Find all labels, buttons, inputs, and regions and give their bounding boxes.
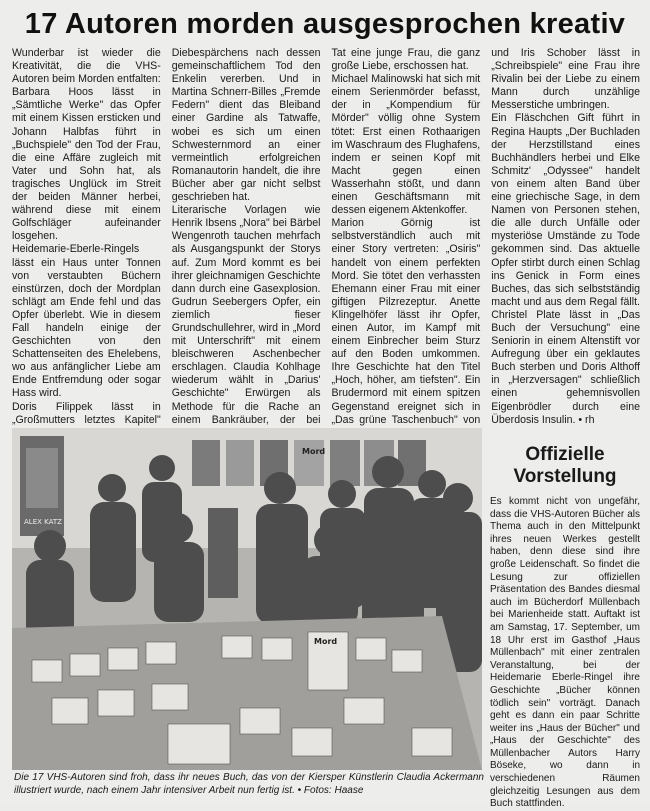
poster-label: ALEX KATZ <box>24 518 62 526</box>
paragraph: Marion Görnig ist selbstverständlich auch mit einer Story vertreten: „Osiris" handelt von einem perfekten Mord. Sie tötet den verhassten Ehemann einer Frau mit einer giftigen Pilzrezeptur. Anette Klingelhöfer lässt ihr Opfer, einen Autor, im Kampf mit einem Einbrecher beim Sturz auf den Boden umkommen. Ihre Geschichte hat den Titel „Hoch, höher, am tiefsten". Ein Brudermord mit einem spitzen Gegenstand ereignet sich in „Das grüne Taschenbuch" von <box>331 217 481 426</box>
article-columns <box>12 47 640 426</box>
group-photo <box>12 428 482 770</box>
headline: 17 Autoren morden ausgesprochen kreativ <box>24 7 626 40</box>
paragraph: Literarische Vorlagen wie Henrik Ibsens „Nora" bei Bärbel Wengenroth tauchen mehrfach als Ausgangspunkt der Storys auf. Zum Mord kommt es bei ihrer gleichnamigen Geschichte dann durch eine Gasexplosion. Gudrun Seebergers Opfer, ein ziemlich fieser Grundschullehrer, wird in „Mord mit Unterschrift" mit einem bleischweren Aschenbecher erschlagen. Claudia Kohlhage wiederum wählt in „Darius' Geschichte" Erwürgen als Methode für die Rache an einem Bankräuber, der bei <box>171 204 321 426</box>
sidebar-title-line-2: Vorstellung <box>513 466 617 487</box>
article-column-2 <box>171 47 321 426</box>
poster-book-label: Mord <box>302 447 326 456</box>
paragraph: Tat eine junge Frau, die ganz große Liebe, erschossen hat. <box>331 47 481 73</box>
group-photo-illustration <box>12 428 482 770</box>
sidebar-box <box>490 430 640 810</box>
article-column-1 <box>12 47 161 426</box>
paragraph: Doris Filippek lässt in „Großmutters letztes Kapitel" <box>12 400 161 426</box>
paragraph: Heidemarie-Eberle-Ringels lässt ein Haus unter Tonnen von verstaubten Büchern einstürzen, doch der Mordplan schlägt am Ende fehl und das Opfer überlebt. Wie in diesem Fall handeln einige der Geschichten von den Schattenseiten des Ehelebens, wo aus anfänglicher Liebe am Ende Entfremdung oder sogar Hass wird. <box>12 243 161 400</box>
sidebar-title <box>490 444 640 488</box>
sidebar-paragraph: Es kommt nicht von ungefähr, dass die VHS-Autoren Bücher als Thema auch in den Mittelpunkt ihres neuen Werkes gestellt haben, denn diese sind ihre große Leidenschaft. So findet die Lesung zur offiziellen Präsentation des Bandes diesmal auch im Bücherdorf Müllenbach bei Marienheide statt. Auftakt ist am Samstag, 17. September, um 18 Uhr erst im Gasthof „Haus Müllenbach" mit einer zentralen Veranstaltung, bei der Heidemarie Eberle-Ringel ihre Geschichte „Bücher können tödlich sein" vorträgt. Danach geht es dann ein paar Schritte weiter ins „Haus der Bücher" und „Haus der Geschichte" des Müllenbacher Autors Harry Böseke, wo dann in verschiedenen Räumen gleichzeitig Lesungen aus dem Buch stattfinden. <box>490 496 640 810</box>
sidebar-title-line-1: Offizielle <box>525 444 605 465</box>
photo-caption: Die 17 VHS-Autoren sind froh, dass ihr neues Buch, das von der Kiersper Künstlerin Claudia Ackermann illustriert wurde, nach einem Jahr intensiver Arbeit nun fertig ist. • Fotos: Haase <box>14 772 484 796</box>
paragraph: Wunderbar ist wieder die Kreativität, die die VHS-Autoren beim Morden entfalten: Barbara Hoos lässt in „Sämtliche Werke" das Opfer mit einem Kissen ersticken und Johann Halbfas führt in „Buchspiele" den Tod der Frau, die eine Affäre zugleich mit Vater und Sohn hat, als tragisches Unglück im Streit der beiden Männer herbei, während diese mit einem Golfschläger aufeinander losgehen. <box>12 47 161 243</box>
paragraph: und Iris Schober lässt in „Schreibspiele" eine Frau ihre Rivalin bei der Liebe zu einem Mann durch unzählige Messerstiche umbringen. <box>491 47 640 112</box>
book-cover-label: Mord <box>314 637 338 646</box>
paragraph: Ein Fläschchen Gift führt in Regina Haupts „Der Buchladen der Herzstillstand eines Buchhändlers herbei und Elke Schmitz' „Odyssee" handelt von einem alten Band über eine griechische Sage, in dem Namen von Personen stehen, die alle durch Unfälle oder mysteriöse Umstände zu Tode gekommen sind. Das aktuelle Opfer stirbt durch einen Schlag ins Genick in Form eines Buches, das sich selbstständig macht und aus dem Regal fällt. Christel Plate lässt in „Das Buch der Versuchung" eine Seniorin in einem Altenstift vor Aufregung über ein geklautes Buch sterben und Doris Althoff in „Herzversagen" schließlich einen gehemnisvollen Eigenbrödler durch eine Überdosis Insulin. • rh <box>491 112 640 426</box>
paragraph: Michael Malinowski hat sich mit einem Serienmörder befasst, der in „Kompendium für Mörder" völlig ohne System tötet: Erst einen Rothaarigen im Waschraum des Flughafens, indem er seinen Kopf mit Macht gegen einen Wasserhahn stößt, und dann einen Geschäftsmann mit dessen eigenem Aktenkoffer. <box>331 73 481 217</box>
sidebar-body <box>490 496 640 811</box>
paragraph: Diebespärchens nach dessen gemeinschaftlichem Tod den Enkelin vererben. Und in Martina Schnerr-Billes „Fremde Federn" dient das Bleiband einer Gardine als Tatwaffe, wobei es sich um einen Schwesternmord an einer vermeintlich erfolgreichen Romanautorin handelt, die ihre Bücher aber gar nicht selbst geschrieben hat. <box>171 47 321 204</box>
article-column-3 <box>331 47 481 426</box>
article-column-4 <box>491 47 640 426</box>
